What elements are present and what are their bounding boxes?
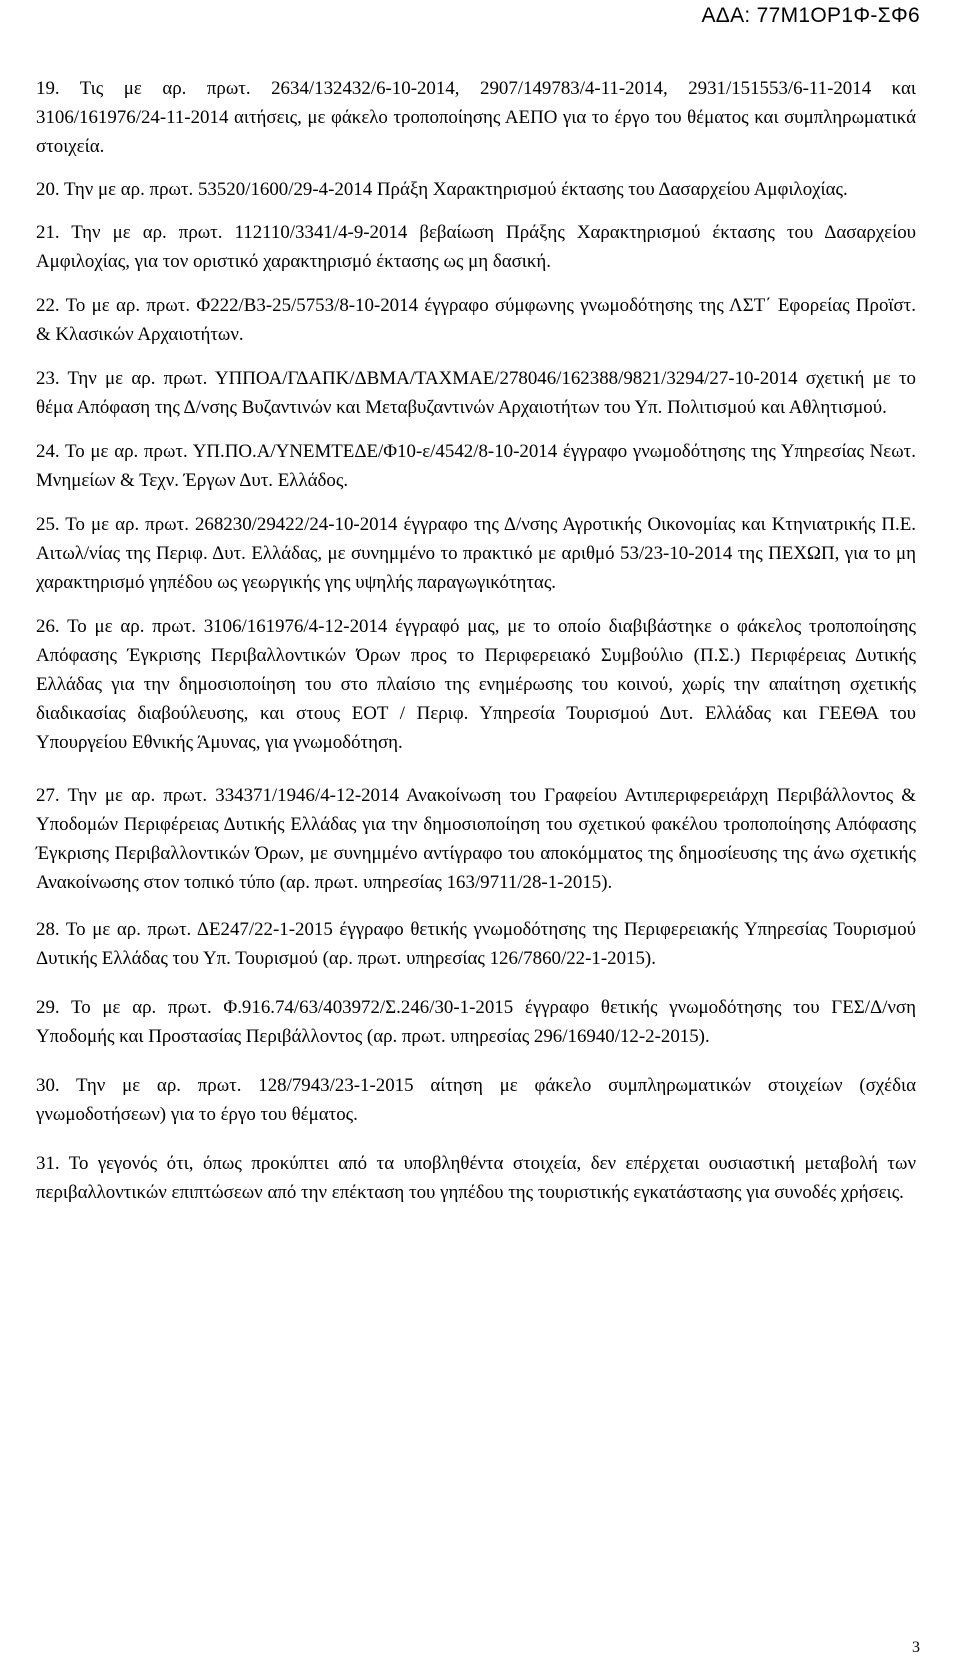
list-item-29: 29. Το με αρ. πρωτ. Φ.916.74/63/403972/Σ.246/30-1-2015 έγγραφο θετικής γνωμοδότησης του ΓΕΣ/Δ/νση Υποδομής και Προστασίας Περιβάλλοντος (αρ. πρωτ. υπηρεσίας 296/16940/12-2-2015). bbox=[36, 997, 916, 1047]
list-item-25: 25. Το με αρ. πρωτ. 268230/29422/24-10-2014 έγγραφο της Δ/νσης Αγροτικής Οικονομίας και Κτηνιατρικής Π.Ε. Αιτωλ/νίας της Περιφ. Δυτ. Ελλάδας, με συνημμένο το πρακτικό με αριθμό 53/23-10-2014 της ΠΕΧΩΠ, για το μη χαρακτηρισμό γηπέδου ως γεωργικής γης υψηλής παραγωγικότητας. bbox=[36, 514, 916, 593]
list-item-20: 20. Την με αρ. πρωτ. 53520/1600/29-4-2014 Πράξη Χαρακτηρισμού έκτασης του Δασαρχείου Αμφιλοχίας. bbox=[36, 179, 848, 200]
document-body bbox=[36, 74, 916, 1223]
list-item-23: 23. Την με αρ. πρωτ. ΥΠΠΟΑ/ΓΔΑΠΚ/ΔΒΜΑ/ΤΑΧΜΑΕ/278046/162388/9821/3294/27-10-2014 σχετική με το θέμα Απόφαση της Δ/νσης Βυζαντινών και Μεταβυζαντινών Αρχαιοτήτων του Υπ. Πολιτισμού και Αθλητισμού. bbox=[36, 368, 916, 418]
list-item-24: 24. Το με αρ. πρωτ. ΥΠ.ΠΟ.Α/ΥΝΕΜΤΕΔΕ/Φ10-ε/4542/8-10-2014 έγγραφο γνωμοδότησης της Υπηρεσίας Νεωτ. Μνημείων & Τεχν. Έργων Δυτ. Ελλάδος. bbox=[36, 441, 916, 491]
list-item-30: 30. Την με αρ. πρωτ. 128/7943/23-1-2015 αίτηση με φάκελο συμπληρωματικών στοιχείων (σχέδια γνωμοδοτήσεων) για το έργο του θέματος. bbox=[36, 1075, 916, 1125]
list-item-19: 19. Τις με αρ. πρωτ. 2634/132432/6-10-2014, 2907/149783/4-11-2014, 2931/151553/6-11-2014 και 3106/161976/24-11-2014 αιτήσεις, με φάκελο τροποποίησης ΑΕΠΟ για το έργο του θέματος και συμπληρωματικά στοιχεία. bbox=[36, 78, 916, 157]
page-number: 3 bbox=[912, 1639, 920, 1656]
list-item-31: 31. Το γεγονός ότι, όπως προκύπτει από τα υποβληθέντα στοιχεία, δεν επέρχεται ουσιαστική μεταβολή των περιβαλλοντικών επιπτώσεων από την επέκταση του γηπέδου της τουριστικής εγκατάστασης για συνοδές χρήσεις. bbox=[36, 1153, 916, 1203]
list-item-28: 28. Το με αρ. πρωτ. ΔΕ247/22-1-2015 έγγραφο θετικής γνωμοδότησης της Περιφερειακής Υπηρεσίας Τουρισμού Δυτικής Ελλάδας του Υπ. Τουρισμού (αρ. πρωτ. υπηρεσίας 126/7860/22-1-2015). bbox=[36, 919, 916, 969]
list-item-22: 22. Το με αρ. πρωτ. Φ222/Β3-25/5753/8-10-2014 έγγραφο σύμφωνης γνωμοδότησης της ΛΣΤ΄ Εφορείας Προϊστ. & Κλασικών Αρχαιοτήτων. bbox=[36, 295, 916, 345]
ada-code: ΑΔΑ: 77Μ1ΟΡ1Φ-ΣΦ6 bbox=[701, 4, 920, 27]
list-item-21: 21. Την με αρ. πρωτ. 112110/3341/4-9-2014 βεβαίωση Πράξης Χαρακτηρισμού έκτασης του Δασαρχείου Αμφιλοχίας, για τον οριστικό χαρακτηρισμό έκτασης ως μη δασική. bbox=[36, 222, 916, 272]
list-item-26: 26. Το με αρ. πρωτ. 3106/161976/4-12-2014 έγγραφό μας, με το οποίο διαβιβάστηκε ο φάκελος τροποποίησης Απόφασης Έγκρισης Περιβαλλοντικών Όρων προς το Περιφερειακό Συμβούλιο (Π.Σ.) Περιφέρειας Δυτικής Ελλάδας για την δημοσιοποίηση του στο πλαίσιο της ενημέρωσης του κοινού, χωρίς την απαίτηση σχετικής διαδικασίας διαβούλευσης, και στους ΕΟΤ / Περιφ. Υπηρεσία Τουρισμού Δυτ. Ελλάδας και ΓΕΕΘΑ του Υπουργείου Εθνικής Άμυνας, για γνωμοδότηση. bbox=[36, 616, 916, 753]
list-item-27: 27. Την με αρ. πρωτ. 334371/1946/4-12-2014 Ανακοίνωση του Γραφείου Αντιπεριφερειάρχη Περιβάλλοντος & Υποδομών Περιφέρειας Δυτικής Ελλάδας για την δημοσιοποίηση του σχετικού φακέλου τροποποίησης Απόφασης Έγκρισης Περιβαλλοντικών Όρων, με συνημμένο αντίγραφο του αποκόμματος της δημοσίευσης της άνω σχετικής Ανακοίνωσης στον τοπικό τύπο (αρ. πρωτ. υπηρεσίας 163/9711/28-1-2015). bbox=[36, 785, 916, 893]
